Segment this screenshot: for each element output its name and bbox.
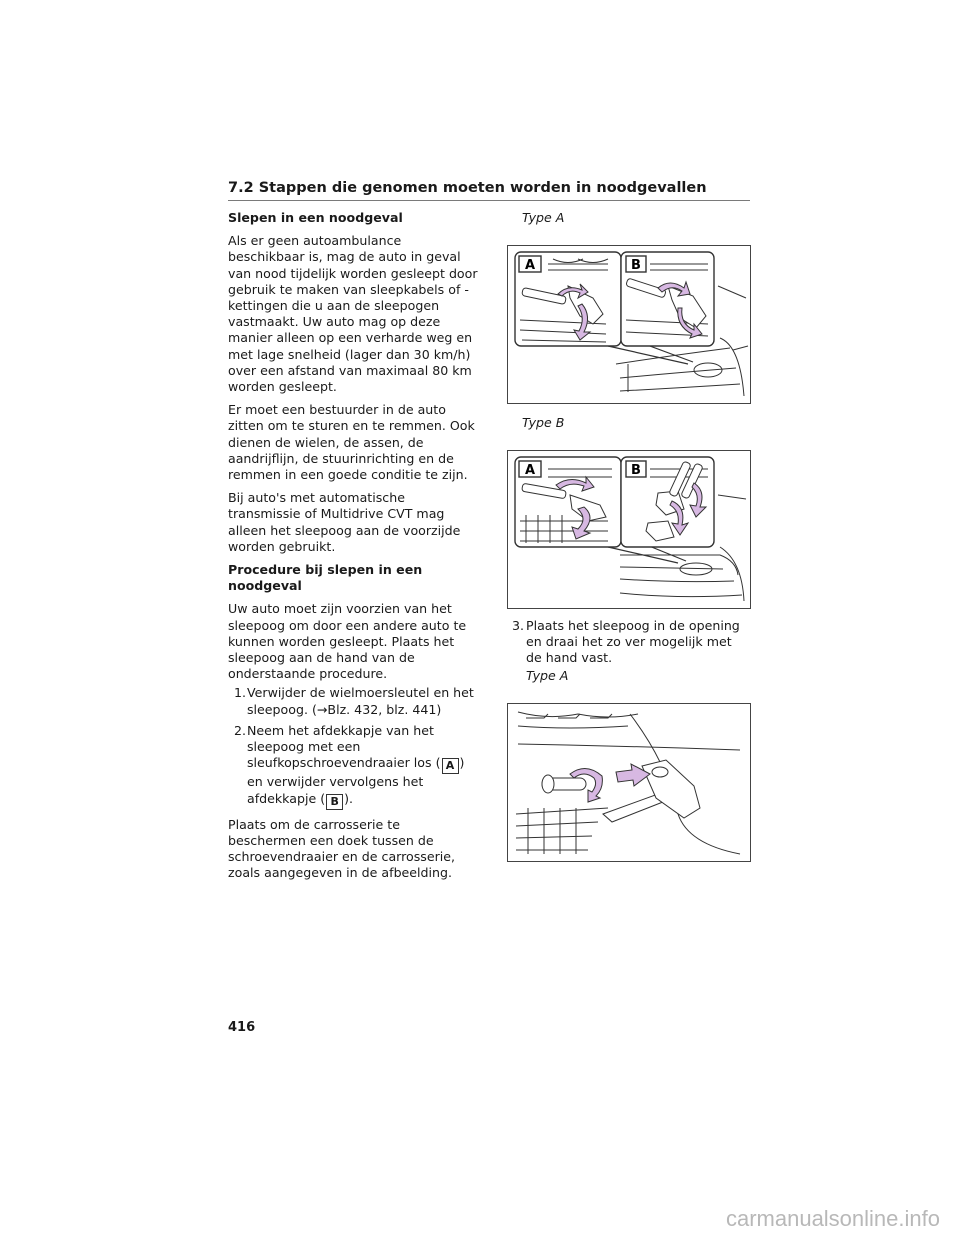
caption-type-b: Type B <box>522 415 565 430</box>
left-column <box>228 210 478 888</box>
figure-type-a-tow-eye-install <box>507 703 751 862</box>
badge-a: A <box>442 758 459 774</box>
step-3-text: Plaats het sleepoog in de opening en draai het zo ver mogelijk met de hand vast. <box>526 618 740 666</box>
heading-emergency-towing: Slepen in een noodgeval <box>228 210 403 225</box>
step-3-row <box>512 618 750 667</box>
label-a: A <box>524 258 536 273</box>
step-3-number: 3. <box>512 618 525 633</box>
step-2-number: 2. <box>234 722 247 738</box>
figure-type-a-cover-removal <box>507 245 751 404</box>
label-b: B <box>631 463 641 478</box>
heading-towing-procedure: Procedure bij slepen in een noodgeval <box>228 562 423 594</box>
paragraph-procedure-intro: Uw auto moet zijn voorzien van het sleepoog om door een andere auto te kunnen worden gesleept. Plaats het sleepoog aan de hand van de onderstaande procedure. <box>228 601 467 682</box>
badge-b: B <box>326 794 343 810</box>
step-1-number: 1. <box>234 685 247 701</box>
step-2-text-a: Neem het afdekkapje van het sleepoog met een sleufkopschroevendraaier los ( <box>247 722 441 771</box>
caption-type-a-2: Type A <box>526 668 569 683</box>
paragraph-driver-required: Er moet een bestuurder in de auto zitten om te sturen en te remmen. Ook dienen de wielen, de assen, de aandrijflijn, de stuurinrichting en de remmen in een goede conditie te zijn. <box>228 402 475 483</box>
footer-watermark: carmanualsonline.info <box>725 1206 940 1231</box>
section-header: 7.2 Stappen die genomen moeten worden in noodgevallen <box>228 178 750 201</box>
panel-b <box>621 252 714 346</box>
page-number: 416 <box>228 1020 256 1035</box>
step-2-text-b: ) en verwijder vervolgens het afdekkapje ( <box>247 755 465 806</box>
paragraph-towing-intro: Als er geen autoambulance beschikbaar is, mag de auto in geval van nood tijdelijk worden gesleept door gebruik te maken van sleepkabels of -kettingen die u aan de sleepogen vastmaakt. Uw auto mag op deze manier alleen op een verharde weg en met lage snelheid (lager dan 30 km/h) over een afstand van maximaal 80 km worden gesleept. <box>228 233 478 395</box>
step-2-text <box>247 723 478 810</box>
step-2-note: Plaats om de carrosserie te beschermen een doek tussen de schroevendraaier en de carrosserie, zoals aangegeven in de afbeelding. <box>228 816 456 881</box>
label-a: A <box>524 463 536 478</box>
label-b: B <box>631 258 641 273</box>
step-1-text: Verwijder de wielmoersleutel en het sleepoog. (→Blz. 432, blz. 441) <box>247 685 474 717</box>
paragraph-transmission-note: Bij auto's met automatische transmissie of Multidrive CVT mag alleen het sleepoog aan de voorzijde worden gebruikt. <box>228 490 461 554</box>
panel-a <box>515 457 621 547</box>
step-2 <box>234 723 478 810</box>
figure-type-b-cover-removal <box>507 450 751 609</box>
step-1 <box>234 685 478 717</box>
panel-b <box>621 457 714 547</box>
step-2-text-c: ). <box>344 790 354 806</box>
panel-a <box>515 252 621 346</box>
step-3 <box>512 618 750 672</box>
caption-type-a-1: Type A <box>522 210 565 225</box>
